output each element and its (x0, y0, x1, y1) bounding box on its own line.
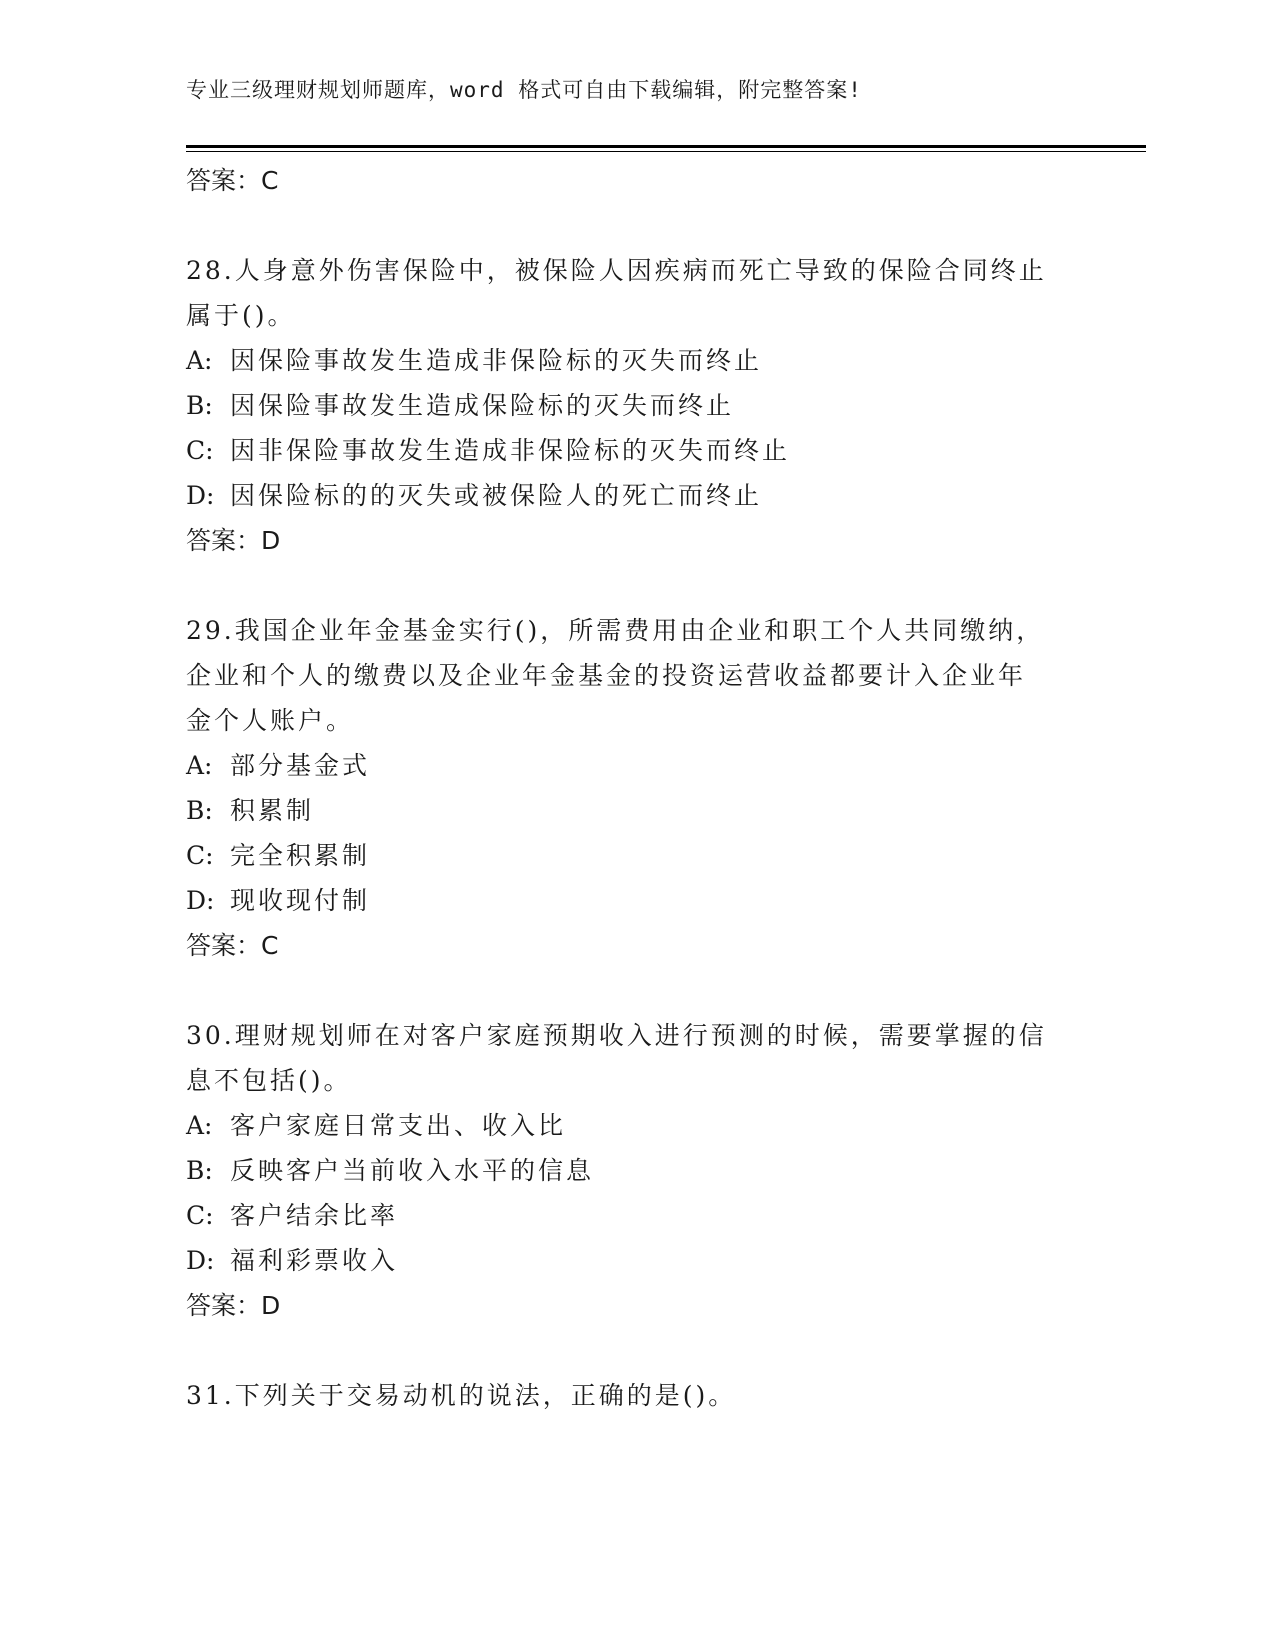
option-letter: C: (186, 1201, 214, 1230)
option-item (186, 788, 1086, 833)
option-letter: A: (186, 1111, 213, 1140)
option-text: 因保险标的的灭失或被保险人的死亡而终止 (230, 481, 763, 510)
option-text: 福利彩票收入 (230, 1246, 399, 1275)
option-item (186, 1238, 1086, 1283)
option-text: 因保险事故发生造成保险标的灭失而终止 (230, 391, 735, 420)
option-item (186, 473, 1086, 518)
option-letter: D: (186, 481, 215, 510)
question-block (186, 248, 1086, 564)
question-text: 28.人身意外伤害保险中，被保险人因疾病而死亡导致的保险合同终止 (186, 256, 1047, 285)
option-letter: B: (186, 796, 213, 825)
option-letter: B: (186, 391, 213, 420)
option-text: 因保险事故发生造成非保险标的灭失而终止 (230, 346, 763, 375)
question-text: 金个人账户。 (186, 706, 355, 735)
option-text: 现收现付制 (230, 886, 371, 915)
option-letter: B: (186, 1156, 213, 1185)
question-text: 29.我国企业年金基金实行()，所需费用由企业和职工个人共同缴纳， (186, 616, 1045, 645)
option-text: 积累制 (230, 796, 315, 825)
question-text: 31.下列关于交易动机的说法，正确的是()。 (186, 1381, 737, 1410)
page-header: 专业三级理财规划师题库，word 格式可自由下载编辑，附完整答案! (186, 78, 862, 102)
option-text: 客户结余比率 (230, 1201, 399, 1230)
question-text: 息不包括()。 (186, 1066, 352, 1095)
question-text: 属于()。 (186, 301, 296, 330)
option-text: 因非保险事故发生造成非保险标的灭失而终止 (230, 436, 791, 465)
header-divider (186, 145, 1146, 148)
option-item (186, 878, 1086, 923)
option-letter: C: (186, 436, 214, 465)
option-text: 部分基金式 (230, 751, 371, 780)
questions-container (186, 248, 1086, 1418)
answer-line: 答案：D (186, 526, 281, 555)
option-letter: D: (186, 886, 215, 915)
option-item (186, 383, 1086, 428)
option-item (186, 833, 1086, 878)
question-block (186, 1373, 1086, 1418)
option-text: 反映客户当前收入水平的信息 (230, 1156, 595, 1185)
option-letter: A: (186, 346, 213, 375)
question-text: 企业和个人的缴费以及企业年金基金的投资运营收益都要计入企业年 (186, 661, 1027, 690)
option-text: 客户家庭日常支出、收入比 (230, 1111, 567, 1140)
option-item (186, 1193, 1086, 1238)
question-text: 30.理财规划师在对客户家庭预期收入进行预测的时候，需要掌握的信 (186, 1021, 1047, 1050)
option-item (186, 428, 1086, 473)
answer-line: 答案：D (186, 1291, 281, 1320)
answer-line: 答案：C (186, 166, 279, 195)
question-block (186, 1013, 1086, 1329)
question-block (186, 608, 1086, 969)
option-item (186, 1103, 1086, 1148)
question-list (186, 158, 1086, 1418)
option-item (186, 743, 1086, 788)
option-letter: A: (186, 751, 213, 780)
header-divider-thin (186, 151, 1146, 152)
option-item (186, 338, 1086, 383)
answer-line: 答案：C (186, 931, 279, 960)
option-letter: C: (186, 841, 214, 870)
option-letter: D: (186, 1246, 215, 1275)
option-text: 完全积累制 (230, 841, 371, 870)
option-item (186, 1148, 1086, 1193)
